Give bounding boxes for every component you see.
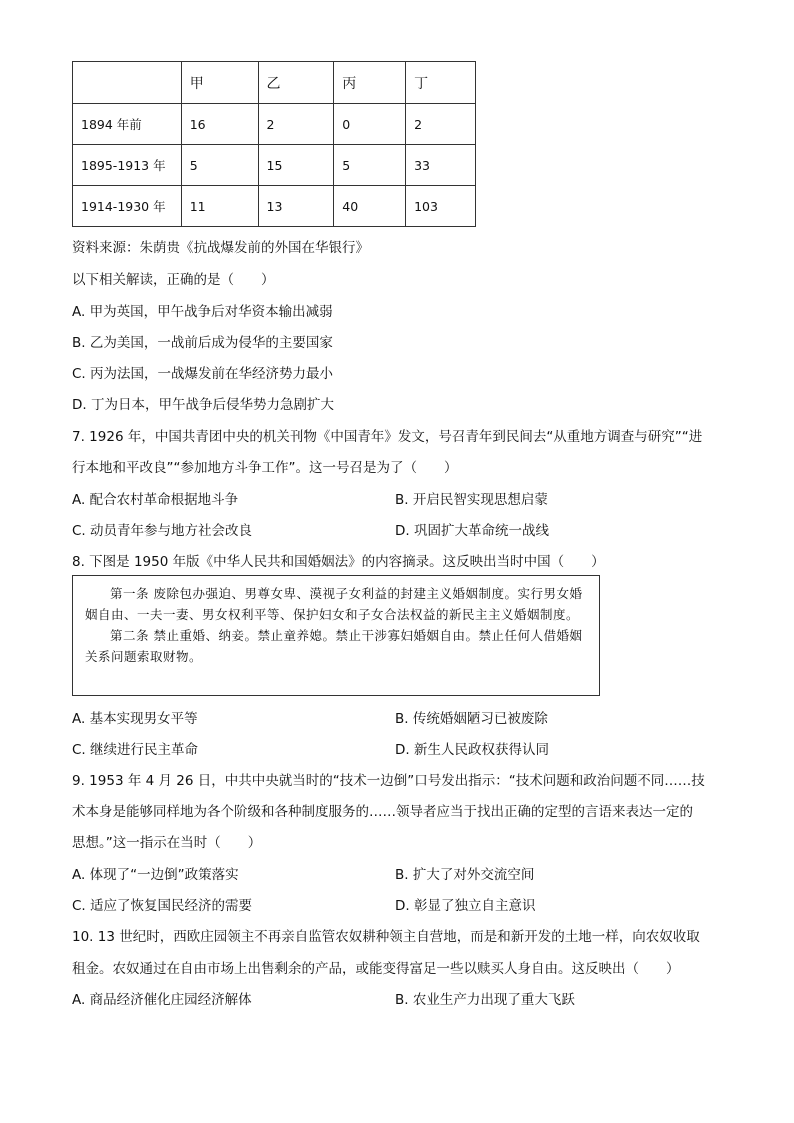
marriage-law-excerpt — [72, 575, 600, 696]
table-header-cell: 丁 — [406, 62, 476, 104]
table-cell: 40 — [334, 186, 406, 227]
q8-stem: 8. 下图是 1950 年版《中华人民共和国婚姻法》的内容摘录。这反映出当时中国（ ） — [72, 554, 605, 570]
q9-option-a[interactable]: A. 体现了“一边倒”政策落实 — [72, 867, 239, 883]
table-cell: 15 — [258, 145, 334, 186]
q8-option-a[interactable]: A. 基本实现男女平等 — [72, 711, 198, 727]
excerpt-article-1: 第一条 废除包办强迫、男尊女卑、漠视子女利益的封建主义婚姻制度。实行男女婚姻自由、一夫一妻、男女权利平等、保护妇女和子女合法权益的新民主主义婚姻制度。 — [85, 586, 583, 622]
q9-option-d[interactable]: D. 彰显了独立自主意识 — [395, 898, 536, 914]
q7-option-b[interactable]: B. 开启民智实现思想启蒙 — [395, 492, 548, 508]
table-row — [73, 145, 476, 186]
table-header-cell: 乙 — [258, 62, 334, 104]
q7-option-d[interactable]: D. 巩固扩大革命统一战线 — [395, 523, 549, 539]
table-cell: 5 — [181, 145, 258, 186]
table-row — [73, 104, 476, 145]
table-cell: 1895-1913 年 — [73, 145, 182, 186]
table-source-note: 资料来源：朱荫贵《抗战爆发前的外国在华银行》 — [72, 240, 369, 256]
table-header-cell — [73, 62, 182, 104]
table-cell: 0 — [334, 104, 406, 145]
q8-option-b[interactable]: B. 传统婚姻陋习已被废除 — [395, 711, 548, 727]
q9-stem-line: 9. 1953 年 4 月 26 日，中共中央就当时的“技术一边倒”口号发出指示：“技术问题和政治问题不同……技 — [72, 773, 705, 789]
q9-stem-line: 思想。”这一指示在当时（ ） — [72, 835, 262, 851]
q6-option-a[interactable]: A. 甲为英国，甲午战争后对华资本输出减弱 — [72, 304, 333, 320]
table-header-row — [73, 62, 476, 104]
q10-option-a[interactable]: A. 商品经济催化庄园经济解体 — [72, 992, 252, 1008]
table-header-cell: 丙 — [334, 62, 406, 104]
table-header-cell: 甲 — [181, 62, 258, 104]
table-cell: 5 — [334, 145, 406, 186]
q7-option-a[interactable]: A. 配合农村革命根据地斗争 — [72, 492, 239, 508]
q8-option-d[interactable]: D. 新生人民政权获得认同 — [395, 742, 549, 758]
table-cell: 16 — [181, 104, 258, 145]
q9-option-c[interactable]: C. 适应了恢复国民经济的需要 — [72, 898, 253, 914]
excerpt-article-2: 第二条 禁止重婚、纳妾。禁止童养媳。禁止干涉寡妇婚姻自由。禁止任何人借婚姻关系问题索取财物。 — [85, 628, 583, 664]
q8-option-c[interactable]: C. 继续进行民主革命 — [72, 742, 199, 758]
table-cell: 11 — [181, 186, 258, 227]
q10-stem-line: 10. 13 世纪时，西欧庄园领主不再亲自监管农奴耕种领主自营地，而是和新开发的土地一样，向农奴收取 — [72, 929, 700, 945]
table-cell: 2 — [406, 104, 476, 145]
table-cell: 1894 年前 — [73, 104, 182, 145]
table-cell: 1914-1930 年 — [73, 186, 182, 227]
q9-stem-line: 术本身是能够同样地为各个阶级和各种制度服务的……领导者应当于找出正确的定型的言语来表达一定的 — [72, 804, 693, 820]
table-cell: 2 — [258, 104, 334, 145]
q6-option-c[interactable]: C. 丙为法国，一战爆发前在华经济势力最小 — [72, 366, 334, 382]
table-cell: 13 — [258, 186, 334, 227]
q6-option-d[interactable]: D. 丁为日本，甲午战争后侵华势力急剧扩大 — [72, 397, 334, 413]
q6-option-b[interactable]: B. 乙为美国，一战前后成为侵华的主要国家 — [72, 335, 333, 351]
foreign-bank-table — [72, 61, 476, 227]
q10-option-b[interactable]: B. 农业生产力出现了重大飞跃 — [395, 992, 575, 1008]
q7-option-c[interactable]: C. 动员青年参与地方社会改良 — [72, 523, 253, 539]
q7-stem-line: 行本地和平改良”“参加地方斗争工作”。这一号召是为了（ ） — [72, 460, 458, 476]
table-cell: 103 — [406, 186, 476, 227]
table-row — [73, 186, 476, 227]
q7-stem-line: 7. 1926 年，中国共青团中央的机关刊物《中国青年》发文，号召青年到民间去“从重地方调查与研究”“进 — [72, 429, 703, 445]
table-cell: 33 — [406, 145, 476, 186]
q10-stem-line: 租金。农奴通过在自由市场上出售剩余的产品，或能变得富足一些以赎买人身自由。这反映出（ ） — [72, 961, 680, 977]
q9-option-b[interactable]: B. 扩大了对外交流空间 — [395, 867, 535, 883]
q6-stem: 以下相关解读，正确的是（ ） — [72, 272, 275, 288]
